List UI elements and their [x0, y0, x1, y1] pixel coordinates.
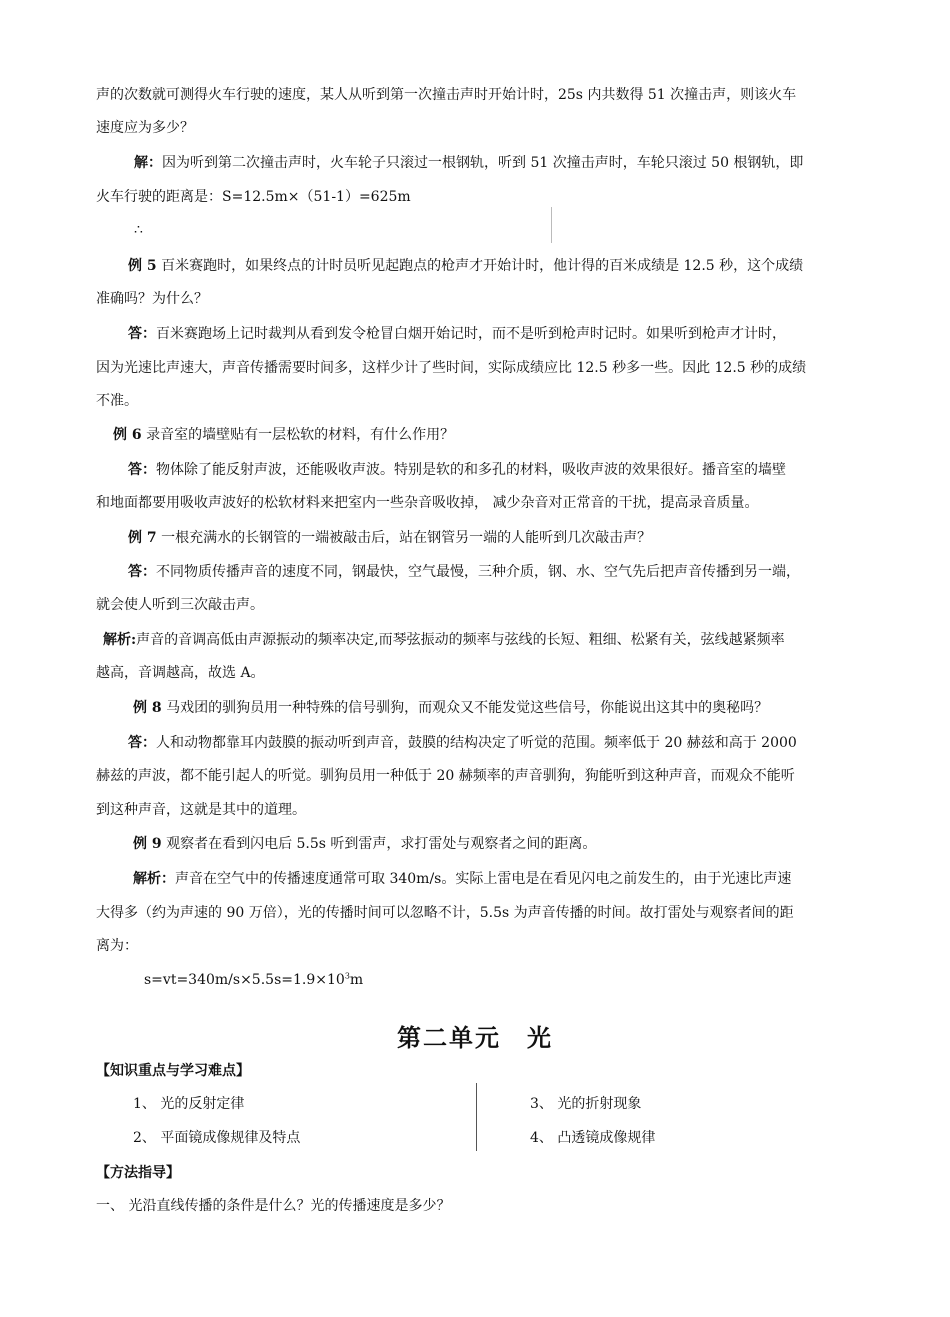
text-span: 百米赛跑场上记时裁判从看到发令枪冒白烟开始记时，而不是听到枪声时记时。如果听到枪声才计时，: [156, 326, 786, 342]
formula-exponent: 3: [344, 971, 350, 981]
question-line: 一、 光沿直线传播的条件是什么？光的传播速度是多少？: [96, 1198, 451, 1214]
text-span: 百米赛跑时，如果终点的计时员听见起跑点的枪声才开始计时，他计得的百米成绩是 12.5 秒，这个成绩: [161, 258, 804, 274]
text-line: 就会使人听到三次敲击声。: [96, 597, 264, 613]
answer-line: [128, 460, 786, 480]
formula-text: s=vt=340m/s×5.5s=1.9×10: [144, 972, 345, 988]
text-line: 声的次数就可测得火车行驶的速度，某人从听到第一次撞击声时开始计时，25s 内共数得 51 次撞击声，则该火车: [96, 87, 797, 103]
text-span: 不同物质传播声音的速度不同，钢最快，空气最慢，三种介质，钢、水、空气先后把声音传播到另一端，: [156, 564, 800, 580]
key-point-item: 1、 光的反射定律: [133, 1096, 245, 1112]
text-line: 不准。: [96, 393, 138, 409]
solution-line: [134, 153, 803, 173]
solution-label: 解：: [134, 155, 162, 171]
formula-unit: m: [349, 972, 364, 988]
example-label: 例 8: [133, 700, 162, 716]
answer-label: 答：: [128, 735, 156, 751]
text-line: 到这种声音，这就是其中的道理。: [96, 802, 306, 818]
example-label: 例 5: [128, 258, 157, 274]
text-span: 因为听到第二次撞击声时，火车轮子只滚过一根钢轨，听到 51 次撞击声时，车轮只滚过 50 根钢轨，即: [162, 155, 804, 171]
example-9-line: [133, 834, 596, 854]
example-label: 例 9: [133, 836, 162, 852]
key-point-item: 2、 平面镜成像规律及特点: [133, 1130, 301, 1146]
key-point-item: 4、 凸透镜成像规律: [530, 1130, 656, 1146]
column-divider: [476, 1083, 477, 1151]
text-span: 马戏团的驯狗员用一种特殊的信号驯狗，而观众又不能发觉这些信号，你能说出这其中的奥秘吗？: [166, 700, 769, 716]
text-span: 录音室的墙壁贴有一层松软的材料，有什么作用？: [146, 427, 455, 443]
text-line: 越高，音调越高，故选 A。: [96, 665, 265, 681]
text-span: 观察者在看到闪电后 5.5s 听到雷声，求打雷处与观察者之间的距离。: [166, 836, 597, 852]
answer-label: 答：: [128, 326, 156, 342]
text-span: 人和动物都靠耳内鼓膜的振动听到声音，鼓膜的结构决定了听觉的范围。频率低于 20 赫兹和高于 2000: [156, 735, 797, 751]
therefore-line: ∴: [134, 222, 143, 238]
example-7-line: [128, 528, 651, 548]
example-label: 例 6: [113, 427, 142, 443]
answer-label: 答：: [128, 462, 156, 478]
text-line: 离为：: [96, 938, 138, 954]
answer-label: 答：: [128, 564, 156, 580]
example-8-line: [133, 698, 768, 718]
analysis-line: [133, 869, 791, 889]
text-line: 火车行驶的距离是：S=12.5m×（51-1）=625m: [96, 189, 411, 205]
key-point-item: 3、 光的折射现象: [530, 1096, 642, 1112]
text-line: 因为光速比声速大，声音传播需要时间多，这样少计了些时间，实际成绩应比 12.5 秒多一些。因此 12.5 秒的成绩: [96, 360, 807, 376]
vertical-rule: [551, 207, 552, 243]
method-heading: 【方法指导】: [96, 1165, 180, 1181]
answer-line: [128, 324, 786, 344]
example-label: 例 7: [128, 530, 157, 546]
text-span: 声音的音调高低由声源振动的频率决定,而琴弦振动的频率与弦线的长短、粗细、松紧有关，弦线越紧频率: [136, 632, 785, 648]
text-line: 速度应为多少？: [96, 120, 194, 136]
analysis-label: 解析:: [103, 632, 137, 648]
example-6-line: [113, 425, 454, 445]
analysis-label: 解析：: [133, 871, 175, 887]
unit-title: 第二单元 光: [397, 1024, 553, 1052]
text-line: 准确吗？为什么？: [96, 291, 208, 307]
formula-line: [144, 970, 363, 990]
text-line: 和地面都要用吸收声波好的松软材料来把室内一些杂音吸收掉， 减少杂音对正常音的干扰，提高录音质量。: [96, 495, 759, 511]
text-span: 物体除了能反射声波，还能吸收声波。特别是软的和多孔的材料，吸收声波的效果很好。播音室的墙壁: [156, 462, 786, 478]
text-span: 一根充满水的长钢管的一端被敲击后，站在钢管另一端的人能听到几次敲击声？: [161, 530, 652, 546]
analysis-line: [103, 630, 785, 650]
answer-line: [128, 733, 797, 753]
answer-line: [128, 562, 800, 582]
key-points-heading: 【知识重点与学习难点】: [96, 1063, 250, 1079]
example-5-line: [128, 256, 803, 276]
text-span: 声音在空气中的传播速度通常可取 340m/s。实际上雷电是在看见闪电之前发生的，由于光速比声速: [175, 871, 792, 887]
text-line: 赫兹的声波，都不能引起人的听觉。驯狗员用一种低于 20 赫频率的声音驯狗，狗能听到这种声音，而观众不能听: [96, 768, 795, 784]
text-line: 大得多（约为声速的 90 万倍），光的传播时间可以忽略不计，5.5s 为声音传播的时间。故打雷处与观察者间的距: [96, 905, 794, 921]
